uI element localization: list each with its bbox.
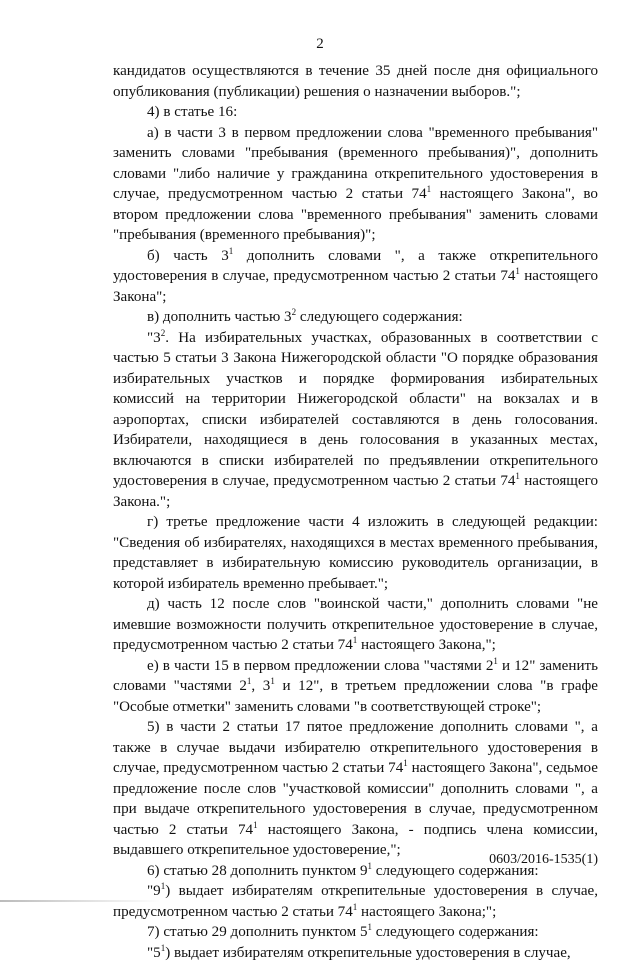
text-run: е) в части 15 в первом предложении слова "частями 2 bbox=[147, 658, 493, 674]
text-run: кандидатов осуществляются в течение 35 дней после дня официального опубликования (публикации) решения о назначении выборов."; bbox=[113, 63, 598, 100]
superscript: 2 bbox=[161, 328, 166, 338]
text-run: в) дополнить частью 3 bbox=[147, 309, 292, 325]
paragraph bbox=[113, 123, 598, 246]
superscript: 1 bbox=[368, 922, 373, 932]
paragraph bbox=[113, 922, 598, 943]
text-run: следующего содержания: bbox=[372, 924, 539, 940]
text-run: 7) статью 29 дополнить пунктом 5 bbox=[147, 924, 368, 940]
text-run: следующего содержания: bbox=[372, 863, 539, 879]
text-run: "5 bbox=[147, 945, 161, 961]
paragraph bbox=[113, 656, 598, 718]
text-run: настоящего Закона", во втором предложении слова "временного пребывания" заменить словами "пребывания (временного пребывания)"; bbox=[113, 186, 598, 243]
text-run: , 3 bbox=[251, 678, 270, 694]
paragraph bbox=[113, 881, 598, 922]
superscript: 1 bbox=[247, 676, 252, 686]
text-run: "3 bbox=[147, 330, 161, 346]
text-run: следующего содержания: bbox=[296, 309, 463, 325]
text-run: "9 bbox=[147, 883, 161, 899]
text-run: д) часть 12 после слов "воинской части," дополнить словами "не имевшие возможности получить открепительное удостоверение в случае, предусмотренном частью 2 статьи 74 bbox=[113, 596, 598, 653]
superscript: 1 bbox=[515, 266, 520, 276]
superscript: 1 bbox=[427, 184, 432, 194]
paragraph bbox=[113, 102, 598, 123]
text-run: настоящего Закона, - подпись члена комиссии, выдавшего открепительное удостоверение,"; bbox=[113, 822, 598, 859]
text-run: 5) в части 2 статьи 17 пятое предложение дополнить словами ", а также в случае выдачи избирателю открепительного удостоверения в случае, предусмотренном частью 2 статьи 74 bbox=[113, 719, 598, 776]
superscript: 1 bbox=[270, 676, 275, 686]
text-run: настоящего Закона"; bbox=[113, 268, 598, 305]
text-run: а) в части 3 в первом предложении слова "временного пребывания" заменить словами "пребывания (временного пребывания)", дополнить словами "либо наличие у гражданина открепительного удостоверения в случае, предусмотренном частью 2 статьи 74 bbox=[113, 125, 598, 203]
text-run: и 12" заменить словами "частями 2 bbox=[113, 658, 598, 695]
document-body bbox=[113, 61, 598, 963]
text-run: б) часть 3 bbox=[147, 248, 229, 264]
paragraph bbox=[113, 594, 598, 656]
paragraph bbox=[113, 246, 598, 308]
page-number: 2 bbox=[0, 36, 640, 53]
text-run: настоящего Закона;"; bbox=[357, 904, 496, 920]
document-code: 0603/2016-1535(1) bbox=[489, 852, 598, 868]
text-run: 6) статью 28 дополнить пунктом 9 bbox=[147, 863, 368, 879]
scan-edge-artifact bbox=[0, 900, 160, 902]
superscript: 1 bbox=[161, 881, 166, 891]
superscript: 2 bbox=[292, 307, 297, 317]
superscript: 1 bbox=[253, 820, 258, 830]
paragraph bbox=[113, 943, 598, 963]
text-run: дополнить словами ", а также открепительного удостоверения в случае, предусмотренном частью 2 статьи 74 bbox=[113, 248, 598, 285]
text-run: 4) в статье 16: bbox=[147, 104, 237, 120]
text-run: настоящего Закона,"; bbox=[357, 637, 496, 653]
text-run: ) выдает избирателям открепительные удостоверения в случае, предусмотренном частью 2 статьи 74 bbox=[113, 883, 598, 920]
superscript: 1 bbox=[515, 471, 520, 481]
superscript: 1 bbox=[403, 758, 408, 768]
superscript: 1 bbox=[353, 635, 358, 645]
paragraph bbox=[113, 512, 598, 594]
paragraph bbox=[113, 61, 598, 102]
superscript: 1 bbox=[353, 902, 358, 912]
superscript: 1 bbox=[368, 861, 373, 871]
superscript: 1 bbox=[229, 246, 234, 256]
text-run: ) выдает избирателям открепительные удостоверения в случае, bbox=[165, 945, 570, 961]
paragraph bbox=[113, 717, 598, 861]
text-run: и 12", в третьем предложении слова "в графе "Особые отметки" заменить словами "в соответствующей строке"; bbox=[113, 678, 598, 715]
text-run: г) третье предложение части 4 изложить в следующей редакции: "Сведения об избирателях, находящихся в местах временного пребывания, представляет в избирательную комиссию руководитель организации, в которой избиратель временно пребывает."; bbox=[113, 514, 598, 592]
superscript: 1 bbox=[493, 656, 498, 666]
text-run: . На избирательных участках, образованных в соответствии с частью 5 статьи 3 Закона Нижегородской области "О порядке образования избирательных участков и порядке формирования избирательных комиссий на территории Нижегородской области" на вокзалах и в аэропортах, списки избирателей составляются в день голосования. Избиратели, находящиеся в день голосования в указанных местах, включаются в списки избирателей по предъявлении открепительного удостоверения в случае, предусмотренном частью 2 статьи 74 bbox=[113, 330, 598, 490]
text-run: настоящего Закона", седьмое предложение после слов "участковой комиссии" дополнить словами ", а при выдаче открепительного удостоверения в случае, предусмотренном частью 2 статьи 74 bbox=[113, 760, 598, 838]
superscript: 1 bbox=[161, 943, 166, 953]
paragraph bbox=[113, 328, 598, 513]
paragraph bbox=[113, 307, 598, 328]
text-run: настоящего Закона."; bbox=[113, 473, 598, 510]
